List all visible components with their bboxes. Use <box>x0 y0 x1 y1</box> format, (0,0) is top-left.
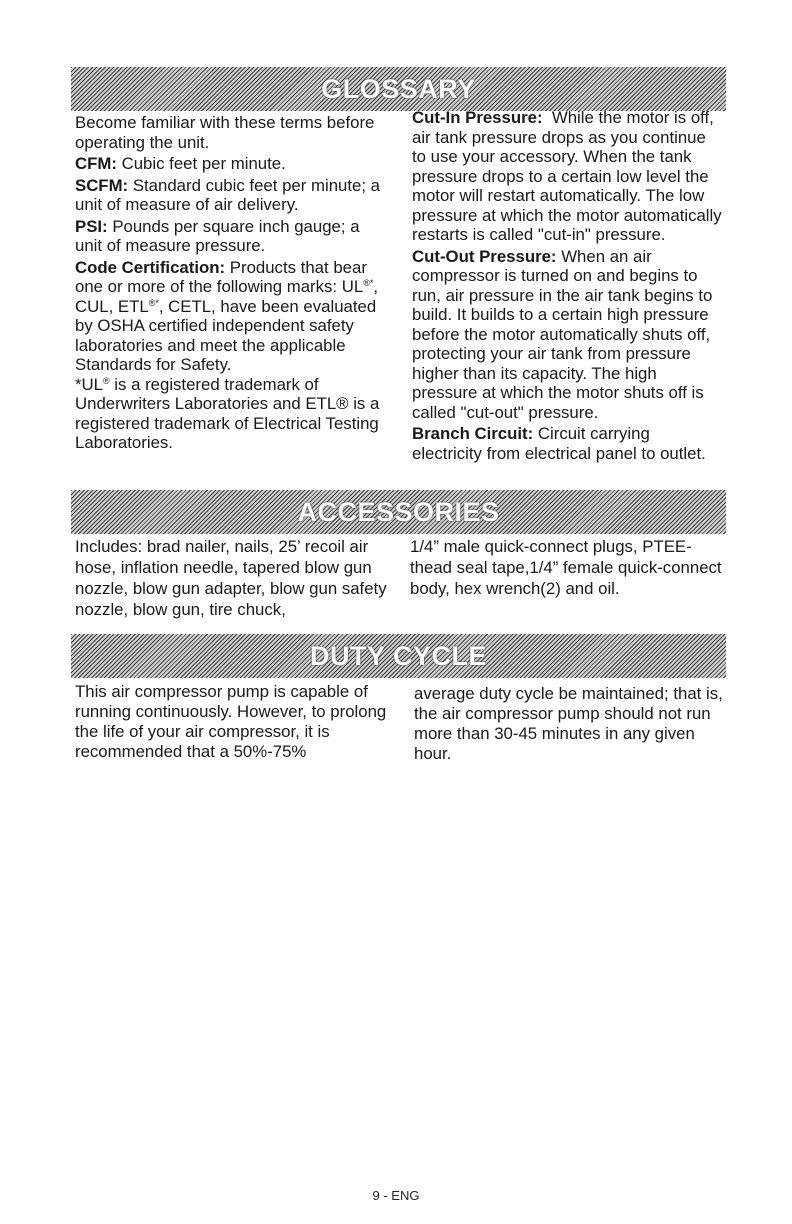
duty-cycle-text-right: average duty cycle be maintained; that is, the air compressor pump should not run more than 30-45 minutes in any given hour. <box>414 684 723 763</box>
page-number: 9 - ENG <box>372 1188 420 1203</box>
trademark-note-a: *UL <box>75 374 103 394</box>
glossary-entry-branch-circuit <box>412 424 724 463</box>
glossary-entry-psi <box>75 217 385 256</box>
registered-mark: ®* <box>363 278 374 288</box>
duty-cycle-title: DUTY CYCLE <box>309 640 488 671</box>
term-scfm: SCFM: <box>75 175 129 195</box>
term-code-certification: Code Certification: <box>75 257 226 277</box>
duty-cycle-left-column <box>75 682 397 762</box>
def-code-certification-b: , CUL, ETL <box>75 277 379 316</box>
def-cfm: Cubic feet per minute. <box>121 154 286 173</box>
glossary-left-column <box>75 113 385 453</box>
glossary-right-column <box>412 108 724 463</box>
glossary-banner <box>71 67 726 111</box>
accessories-left-column <box>75 536 393 620</box>
accessories-title: ACCESSORIES <box>297 496 500 527</box>
accessories-list-right: 1/4” male quick-connect plugs, PTEE-thead seal tape,1/4” female quick-connect body, hex wrench(2) and oil. <box>410 537 722 598</box>
term-cut-out-pressure: Cut-Out Pressure: <box>412 246 557 266</box>
term-branch-circuit: Branch Circuit: <box>412 424 534 443</box>
glossary-entry-cfm <box>75 154 385 174</box>
trademark-note <box>75 375 385 453</box>
term-psi: PSI: <box>75 216 108 236</box>
registered-mark: ®* <box>148 297 159 308</box>
def-psi: Pounds per square inch gauge; a unit of measure pressure. <box>75 216 360 255</box>
glossary-intro: Become familiar with these terms before operating the unit. <box>75 113 375 152</box>
glossary-title: GLOSSARY <box>321 73 476 104</box>
trademark-note-b: is a registered trademark of Underwriters Laboratories and ETL® is a registered trademark of Electrical Testing Laboratories. <box>75 374 380 452</box>
accessories-banner <box>71 490 726 534</box>
accessories-list-left: Includes: brad nailer, nails, 25’ recoil air hose, inflation needle, tapered blow gun nozzle, blow gun adapter, blow gun safety nozzle, blow gun, tire chuck, <box>75 537 387 619</box>
glossary-entry-code-certification <box>75 258 385 375</box>
def-code-certification-c: , CETL, have been evaluated by OSHA certified independent safety laboratories and meet the applicable Standards for Safety. <box>75 296 377 374</box>
glossary-entry-cut-in <box>412 108 724 245</box>
duty-cycle-text-left: This air compressor pump is capable of running continuously. However, to prolong the life of your air compressor, it is recommended that a 50%-75% <box>75 682 387 761</box>
def-code-certification-a: Products that bear one or more of the following marks: UL <box>75 257 367 296</box>
glossary-entry-scfm <box>75 176 385 215</box>
def-cut-out-pressure: When an air compressor is turned on and begins to run, air pressure in the air tank begins to build. It builds to a certain high pressure before the motor automatically shuts off, protecting your air tank from pressure higher than its capacity. The high pressure at which the motor shuts off is called "cut-out" pressure. <box>412 246 713 422</box>
accessories-right-column <box>410 536 728 599</box>
duty-cycle-banner <box>71 634 726 678</box>
duty-cycle-right-column <box>414 684 726 764</box>
def-cut-in-pressure: While the motor is off, air tank pressure drops as you continue to use your accessory. When the tank pressure drops to a certain low level the motor will restart automatically. The low pressure at which the motor automatically restarts is called "cut-in" pressure. <box>412 108 722 244</box>
term-cut-in-pressure: Cut-In Pressure: <box>412 108 543 127</box>
def-scfm: Standard cubic feet per minute; a unit of measure of air delivery. <box>75 175 381 214</box>
glossary-entry-cut-out <box>412 247 724 423</box>
registered-mark: ® <box>102 375 110 386</box>
def-branch-circuit: Circuit carrying electricity from electrical panel to outlet. <box>412 424 706 463</box>
term-cfm: CFM: <box>75 154 117 173</box>
